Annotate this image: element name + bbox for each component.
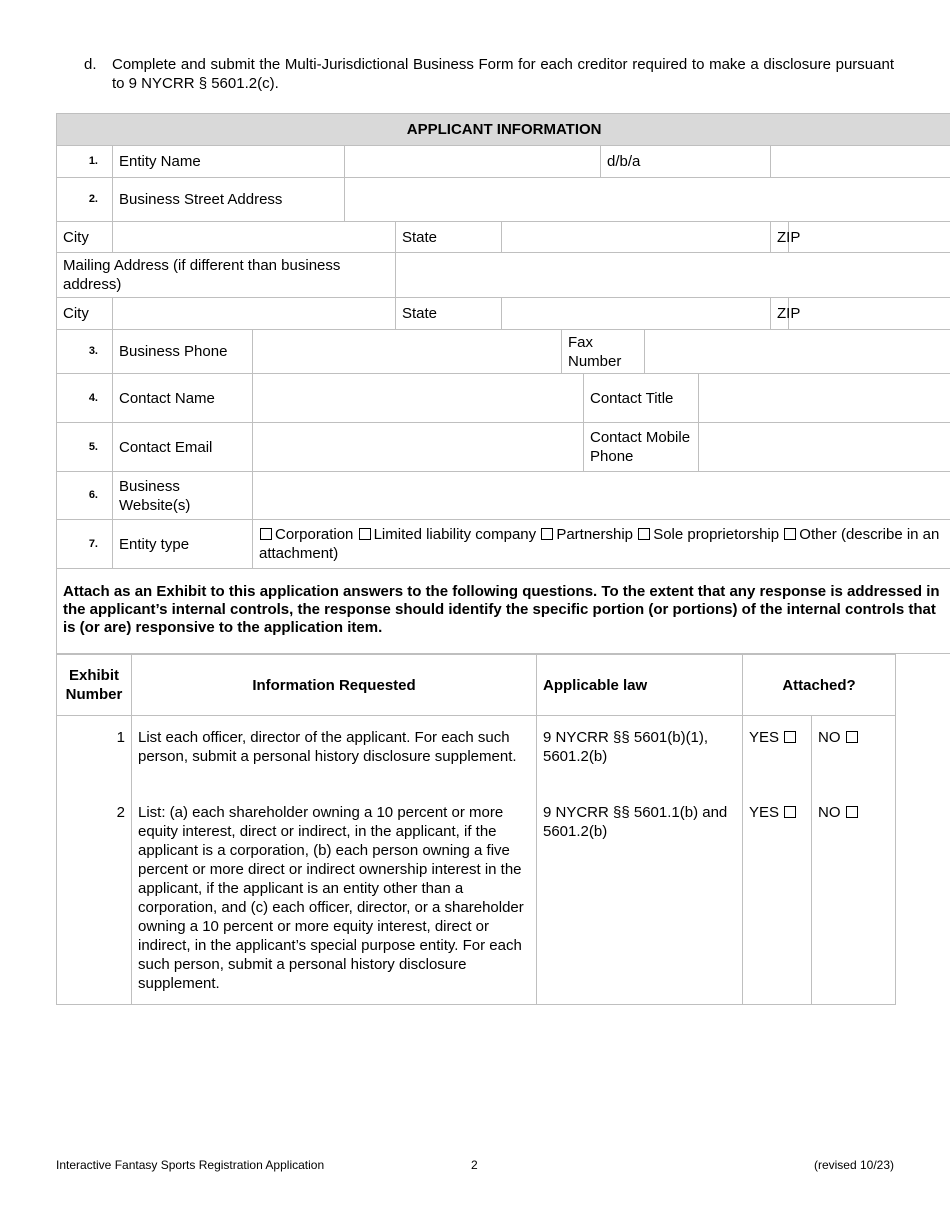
exhibit-number: 2: [57, 791, 132, 1005]
row-number: 4.: [57, 374, 113, 423]
state-label: State: [396, 222, 502, 253]
corporation-checkbox[interactable]: [260, 528, 272, 540]
city-label: City: [57, 222, 113, 253]
intro-letter: d.: [84, 56, 97, 73]
business-street-address-label: Business Street Address: [113, 178, 345, 222]
entity-name-label: Entity Name: [113, 146, 345, 178]
information-requested-header: Information Requested: [132, 655, 537, 716]
partnership-option-label: Partnership: [556, 526, 634, 543]
other-checkbox[interactable]: [784, 528, 796, 540]
entity-type-options: [253, 520, 950, 569]
llc-checkbox[interactable]: [359, 528, 371, 540]
exhibit-instructions: Attach as an Exhibit to this application answers to the following questions. To the extent that any response is addressed in the applicant’s internal controls, the response should identify the specific portion (or portions) of the internal controls that is (or are) responsive to the application item.: [57, 569, 950, 654]
information-requested: List each officer, director of the applicant. For each such person, submit a personal history disclosure supplement.: [132, 716, 537, 792]
yes-checkbox[interactable]: [784, 731, 796, 743]
dba-field[interactable]: [771, 146, 950, 178]
attached-header: Attached?: [743, 655, 896, 716]
contact-name-field[interactable]: [253, 374, 584, 423]
partnership-checkbox[interactable]: [541, 528, 553, 540]
dba-label: d/b/a: [601, 146, 771, 178]
no-label: NO: [818, 804, 841, 821]
applicable-law: 9 NYCRR §§ 5601(b)(1), 5601.2(b): [537, 716, 743, 792]
row-number: 5.: [57, 423, 113, 472]
contact-email-field[interactable]: [253, 423, 584, 472]
no-label: NO: [818, 729, 841, 746]
applicable-law-header: Applicable law: [537, 655, 743, 716]
contact-title-label: Contact Title: [584, 374, 699, 423]
fax-number-field[interactable]: [645, 330, 950, 374]
applicable-law: 9 NYCRR §§ 5601.1(b) and 5601.2(b): [537, 791, 743, 1005]
business-phone-label: Business Phone: [113, 330, 253, 374]
city-label: City: [57, 298, 113, 330]
yes-label: YES: [749, 804, 780, 821]
yes-checkbox[interactable]: [784, 806, 796, 818]
exhibit-number: 1: [57, 716, 132, 792]
other-describe-note: (describe in an attachment): [259, 526, 940, 562]
applicant-information-table: [56, 113, 950, 654]
row-number: 3.: [57, 330, 113, 374]
footer-page-number: 2: [471, 1158, 478, 1172]
city-field[interactable]: [113, 222, 396, 253]
sole-proprietorship-checkbox[interactable]: [638, 528, 650, 540]
mailing-address-field[interactable]: [396, 253, 950, 298]
mailing-address-label: Mailing Address (if different than business address): [57, 253, 396, 298]
attached-yes: [743, 791, 812, 1005]
attached-yes: [743, 716, 812, 792]
no-checkbox[interactable]: [846, 806, 858, 818]
state-field[interactable]: [502, 222, 771, 253]
business-website-label: Business Website(s): [113, 472, 253, 520]
business-website-field[interactable]: [253, 472, 950, 520]
yes-label: YES: [749, 729, 780, 746]
other-option-label: Other: [799, 526, 837, 543]
contact-title-field[interactable]: [699, 374, 950, 423]
business-phone-field[interactable]: [253, 330, 562, 374]
no-checkbox[interactable]: [846, 731, 858, 743]
mailing-city-field[interactable]: [113, 298, 396, 330]
entity-type-label: Entity type: [113, 520, 253, 569]
zip-label: ZIP: [771, 298, 789, 330]
contact-mobile-phone-label: Contact Mobile Phone: [584, 423, 699, 472]
table-row: [57, 791, 896, 1005]
mailing-zip-field[interactable]: [789, 298, 950, 330]
attached-no: [812, 716, 896, 792]
contact-mobile-phone-field[interactable]: [699, 423, 950, 472]
fax-number-label: Fax Number: [562, 330, 645, 374]
information-requested: List: (a) each shareholder owning a 10 percent or more equity interest, direct or indirect, in the applicant, if the applicant is a corporation, (b) each person owning a five percent or more direct or indirect ownership interest in the applicant, if the applicant is an entity other than a corporation, and (c) each officer, director, or a shareholder owning a 10 percent or more equity interest, direct or indirect, in the applicant’s special purpose entity. For each such person, submit a personal history disclosure supplement.: [132, 791, 537, 1005]
row-number: 6.: [57, 472, 113, 520]
applicant-information-header: APPLICANT INFORMATION: [57, 114, 950, 146]
row-number: 1.: [57, 146, 113, 178]
row-number: 2.: [57, 178, 113, 222]
contact-name-label: Contact Name: [113, 374, 253, 423]
footer-revision: (revised 10/23): [813, 1158, 894, 1172]
sole-proprietorship-option-label: Sole proprietorship: [653, 526, 780, 543]
state-label: State: [396, 298, 502, 330]
exhibit-number-header: Exhibit Number: [57, 655, 132, 716]
zip-label: ZIP: [771, 222, 789, 253]
table-row: [57, 716, 896, 792]
zip-field[interactable]: [789, 222, 950, 253]
footer-title: Interactive Fantasy Sports Registration Application: [56, 1158, 325, 1172]
row-number: 7.: [57, 520, 113, 569]
entity-name-field[interactable]: [345, 146, 601, 178]
contact-email-label: Contact Email: [113, 423, 253, 472]
corporation-option-label: Corporation: [275, 526, 354, 543]
llc-option-label: Limited liability company: [373, 526, 537, 543]
exhibits-table: [56, 654, 896, 1005]
intro-text: Complete and submit the Multi-Jurisdictional Business Form for each creditor required to make a disclosure pursuant to 9 NYCRR § 5601.2(c).: [112, 56, 894, 92]
attached-no: [812, 791, 896, 1005]
business-street-address-field[interactable]: [345, 178, 950, 222]
mailing-state-field[interactable]: [502, 298, 771, 330]
